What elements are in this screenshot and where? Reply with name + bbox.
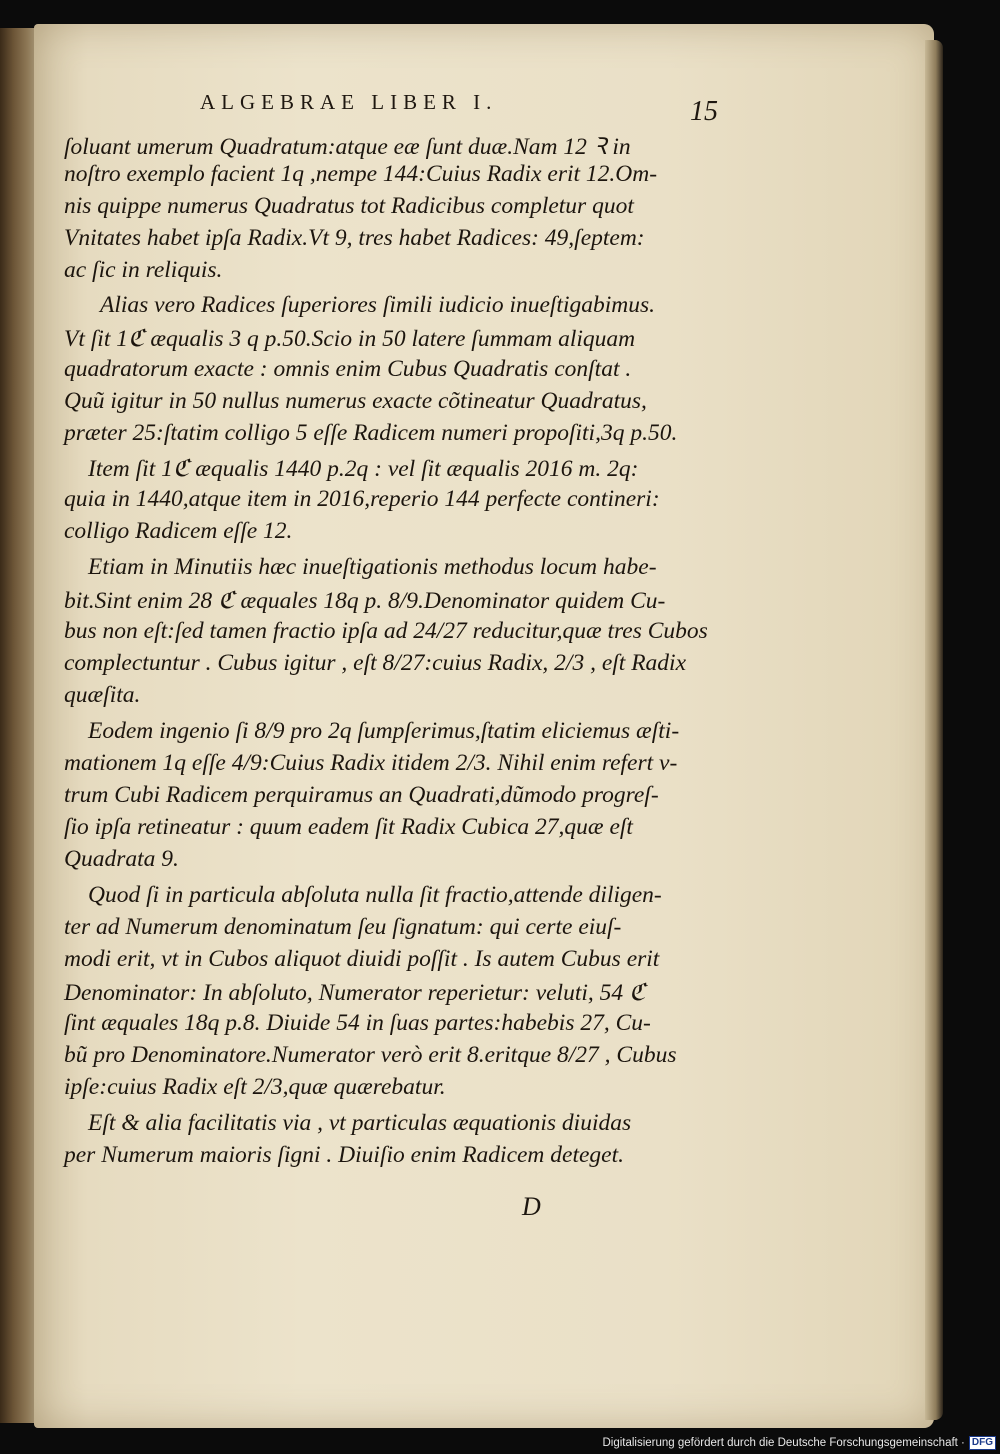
text-line: Quũ igitur in 50 nullus numerus exacte cõtineatur Quadratus, <box>64 388 647 414</box>
text-line: quæſita. <box>64 682 141 708</box>
text-line: quia in 1440,atque item in 2016,reperio 144 perfecte contineri: <box>64 486 660 512</box>
text-line: ipſe:cuius Radix eſt 2/3,quæ quærebatur. <box>64 1074 446 1100</box>
text-line: Etiam in Minutiis hæc inueſtigationis methodus locum habe- <box>88 554 657 580</box>
body-text <box>62 129 708 1229</box>
text-line: mationem 1q eſſe 4/9:Cuius Radix itidem 2/3. Nihil enim refert v- <box>64 750 678 776</box>
text-line: Item ſit 1ℭ æqualis 1440 p.2q : vel ſit æqualis 2016 m. 2q: <box>88 456 639 482</box>
text-line: ter ad Numerum denominatum ſeu ſignatum: qui certe eiuſ- <box>64 914 622 940</box>
digitization-credit <box>602 1434 996 1452</box>
text-line: Quadrata 9. <box>64 846 179 872</box>
text-line: ſio ipſa retineatur : quum eadem ſit Radix Cubica 27,quæ eſt <box>64 814 633 840</box>
text-line: quadratorum exacte : omnis enim Cubus Quadratis conſtat . <box>64 356 632 382</box>
text-line: ſint æquales 18q p.8. Diuide 54 in ſuas partes:habebis 27, Cu- <box>64 1010 651 1036</box>
text-line: Eodem ingenio ſi 8/9 pro 2q ſumpſerimus,ſtatim eliciemus æſti- <box>88 718 680 744</box>
text-line: trum Cubi Radicem perquiramus an Quadrati,dũmodo progreſ- <box>64 782 659 808</box>
credit-text: Digitalisierung gefördert durch die Deutsche Forschungsgemeinschaft · <box>602 1437 965 1449</box>
text-line: bit.Sint enim 28 ℭ æquales 18q p. 8/9.Denominator quidem Cu- <box>64 588 666 614</box>
text-line: Eſt & alia facilitatis via , vt particulas æquationis diuidas <box>88 1110 632 1136</box>
running-header: ALGEBRAE LIBER I. <box>200 90 498 114</box>
text-line: ac ſic in reliquis. <box>64 257 223 283</box>
signature-mark: D <box>522 1192 541 1221</box>
page-edge <box>925 40 943 1420</box>
text-line: præter 25:ſtatim colligo 5 eſſe Radicem numeri propoſiti,3q p.50. <box>64 420 678 446</box>
text-line: bũ pro Denominatore.Numerator verò erit 8.eritque 8/27 , Cubus <box>64 1042 677 1068</box>
text-line: colligo Radicem eſſe 12. <box>64 518 293 544</box>
text-line: Alias vero Radices ſuperiores ſimili iudicio inueſtigabimus. <box>100 292 656 318</box>
text-line: Vnitates habet ipſa Radix.Vt 9, tres habet Radices: 49,ſeptem: <box>64 225 645 251</box>
text-line: noſtro exemplo facient 1q ,nempe 144:Cuius Radix erit 12.Om- <box>64 161 658 187</box>
dfg-logo: DFG <box>969 1436 996 1450</box>
text-line: modi erit, vt in Cubos aliquot diuidi poſſit . Is autem Cubus erit <box>64 946 660 972</box>
text-line: complectuntur . Cubus igitur , eſt 8/27:cuius Radix, 2/3 , eſt Radix <box>64 650 687 676</box>
text-line: bus non eſt:ſed tamen fractio ipſa ad 24/27 reducitur,quæ tres Cubos <box>64 618 708 644</box>
book-spine <box>0 28 38 1423</box>
text-line: Denominator: In abſoluto, Numerator reperietur: veluti, 54 ℭ <box>64 980 646 1006</box>
text-line: per Numerum maioris ſigni . Diuiſio enim Radicem deteget. <box>64 1142 625 1168</box>
text-line: Quod ſi in particula abſoluta nulla ſit fractio,attende diligen- <box>88 882 662 908</box>
page-number: 15 <box>690 96 718 127</box>
text-line: Vt ſit 1ℭ æqualis 3 q p.50.Scio in 50 latere ſummam aliquam <box>64 326 636 352</box>
text-line: ſoluant umerum Quadratum:atque eæ ſunt duæ.Nam 12 Ꝛ in <box>64 134 631 160</box>
text-line: nis quippe numerus Quadratus tot Radicibus completur quot <box>64 193 634 219</box>
